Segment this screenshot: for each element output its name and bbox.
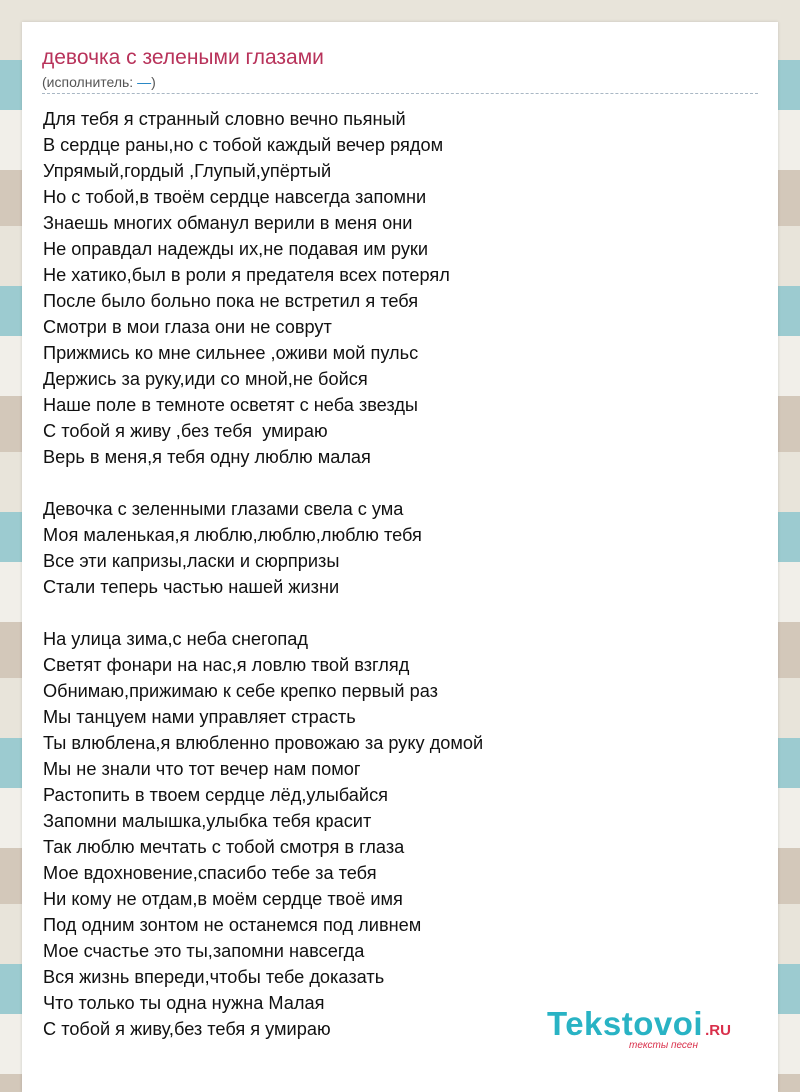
lyric-line: После было больно пока не встретил я тебя [43, 291, 419, 311]
lyrics-body [43, 106, 483, 1042]
artist-suffix: ) [151, 74, 156, 90]
lyrics-card [22, 22, 778, 1092]
artist-link[interactable]: — [137, 74, 152, 90]
lyric-line: С тобой я живу ,без тебя умираю [43, 421, 328, 441]
lyric-line: Но с тобой,в твоём сердце навсегда запомни [43, 187, 427, 207]
lyric-line: С тобой я живу,без тебя я умираю [43, 1019, 331, 1039]
logo-wordmark: Tekstovoi [547, 1005, 704, 1042]
lyric-line: Запомни малышка,улыбка тебя красит [43, 811, 372, 831]
lyric-line: Мое вдохновение,спасибо тебе за тебя [43, 863, 377, 883]
lyric-line: Мое счастье это ты,запомни навсегда [43, 941, 365, 961]
song-title: девочка с зелеными глазами [42, 46, 324, 69]
lyric-line: Обнимаю,прижимаю к себе крепко первый раз [43, 681, 438, 701]
lyric-line: Верь в меня,я тебя одну люблю малая [43, 447, 371, 467]
lyric-line: Ни кому не отдам,в моём сердце твоё имя [43, 889, 403, 909]
artist-prefix: (исполнитель: [42, 74, 138, 90]
header-divider [42, 93, 758, 94]
artist-line [42, 74, 156, 90]
lyric-line: Девочка с зеленными глазами свела с ума [43, 499, 404, 519]
lyric-line: В сердце раны,но с тобой каждый вечер рядом [43, 135, 444, 155]
lyric-line: Смотри в мои глаза они не соврут [43, 317, 332, 337]
lyric-line: Светят фонари на нас,я ловлю твой взгляд [43, 655, 410, 675]
lyric-line: Что только ты одна нужна Малая [43, 993, 325, 1013]
lyric-line: Вся жизнь впереди,чтобы тебе доказать [43, 967, 385, 987]
lyric-line: На улица зима,с неба снегопад [43, 629, 308, 649]
lyric-line: Прижмись ко мне сильнее ,оживи мой пульс [43, 343, 419, 363]
lyric-line: Так люблю мечтать с тобой смотря в глаза [43, 837, 405, 857]
logo-tagline: тексты песен [629, 1040, 698, 1051]
lyric-line: Стали теперь частью нашей жизни [43, 577, 340, 597]
lyric-line: Растопить в твоем сердце лёд,улыбайся [43, 785, 389, 805]
site-logo[interactable] [547, 1005, 731, 1051]
lyric-line: Ты влюблена,я влюбленно провожаю за руку домой [43, 733, 484, 753]
lyric-line: Все эти капризы,ласки и сюрпризы [43, 551, 340, 571]
lyric-line: Упрямый,гордый ,Глупый,упёртый [43, 161, 332, 181]
stanza-gap [43, 470, 483, 496]
lyric-line: Знаешь многих обманул верили в меня они [43, 213, 413, 233]
logo-tld: .RU [705, 1022, 731, 1039]
lyric-line: Для тебя я странный словно вечно пьяный [43, 109, 406, 129]
lyric-line: Под одним зонтом не останемся под ливнем [43, 915, 422, 935]
lyric-line: Не оправдал надежды их,не подавая им руки [43, 239, 429, 259]
lyric-line: Мы танцуем нами управляет страсть [43, 707, 356, 727]
lyric-line: Не хатико,был в роли я предателя всех потерял [43, 265, 450, 285]
stanza-gap [43, 600, 483, 626]
lyric-line: Мы не знали что тот вечер нам помог [43, 759, 361, 779]
lyric-line: Держись за руку,иди со мной,не бойся [43, 369, 368, 389]
lyric-line: Моя маленькая,я люблю,люблю,люблю тебя [43, 525, 422, 545]
lyric-line: Наше поле в темноте осветят с неба звезды [43, 395, 419, 415]
